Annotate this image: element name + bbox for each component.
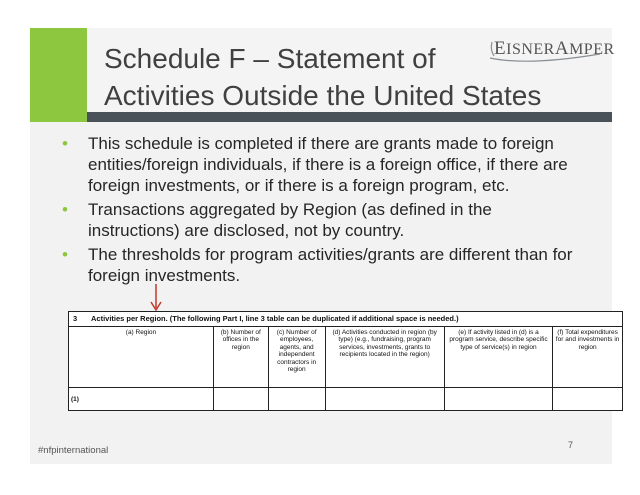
- form-heading-row: [69, 312, 623, 327]
- column-header-employees: (c) Number of employees, agents, and independent contractors in region: [268, 326, 325, 387]
- column-header-region: (a) Region: [69, 326, 214, 387]
- bullet-dot-icon: •: [62, 134, 68, 153]
- form-heading: Activities per Region. (The following Part I, line 3 table can be duplicated if additional space is needed.): [91, 314, 459, 323]
- eisneramper-logo: [488, 36, 615, 64]
- column-header-expenditures: (f) Total expenditures for and investments in region: [553, 326, 623, 387]
- logo-letter-e: E: [494, 38, 507, 59]
- bullet-text: This schedule is completed if there are grants made to foreign entities/foreign individuals, if there is a foreign office, if there are foreign investments, or if there is a foreign program, etc.: [88, 134, 568, 195]
- bullet-item: [62, 199, 582, 241]
- logo-wordmark: [494, 38, 615, 60]
- column-header-activities: (d) Activities conducted in region (by type) (e.g., fundraising, program services, investments, grants to recipients located in the region): [325, 326, 444, 387]
- bullet-text: Transactions aggregated by Region (as defined in the instructions) are disclosed, not by country.: [88, 200, 492, 240]
- schedule-f-form-excerpt: [68, 311, 623, 411]
- table-cell: [213, 387, 268, 410]
- slide-title-line1: Schedule F – Statement of: [104, 43, 436, 74]
- table-cell: [444, 387, 552, 410]
- title-rule-green: [30, 112, 87, 122]
- bullet-text: The thresholds for program activities/grants are different than for foreign investments.: [88, 245, 573, 285]
- row-label: (1): [69, 387, 214, 410]
- column-header-offices: (b) Number of offices in the region: [213, 326, 268, 387]
- table-row: [69, 387, 623, 410]
- page-number: 7: [568, 440, 574, 450]
- logo-letters-mper: MPER: [569, 41, 615, 58]
- logo-letters-isner: ISNER: [506, 41, 555, 58]
- bullet-list: [62, 133, 582, 289]
- logo-letter-a: A: [554, 38, 570, 59]
- title-accent-block: [30, 28, 87, 112]
- bullet-item: [62, 244, 582, 286]
- table-cell: [325, 387, 444, 410]
- title-rule-dark: [87, 112, 612, 122]
- slide-title-line2: Activities Outside the United States: [104, 80, 542, 111]
- bullet-dot-icon: •: [62, 200, 68, 219]
- hashtag-footer: #nfpinternational: [38, 445, 109, 456]
- form-line-number: 3: [73, 314, 78, 323]
- table-cell: [553, 387, 623, 410]
- table-cell: [268, 387, 325, 410]
- bullet-item: [62, 133, 582, 196]
- column-header-program-service: (e) If activity listed in (d) is a program service, describe specific type of service(s) in region: [444, 326, 552, 387]
- arrow-down-icon: [150, 284, 162, 312]
- bullet-dot-icon: •: [62, 245, 68, 264]
